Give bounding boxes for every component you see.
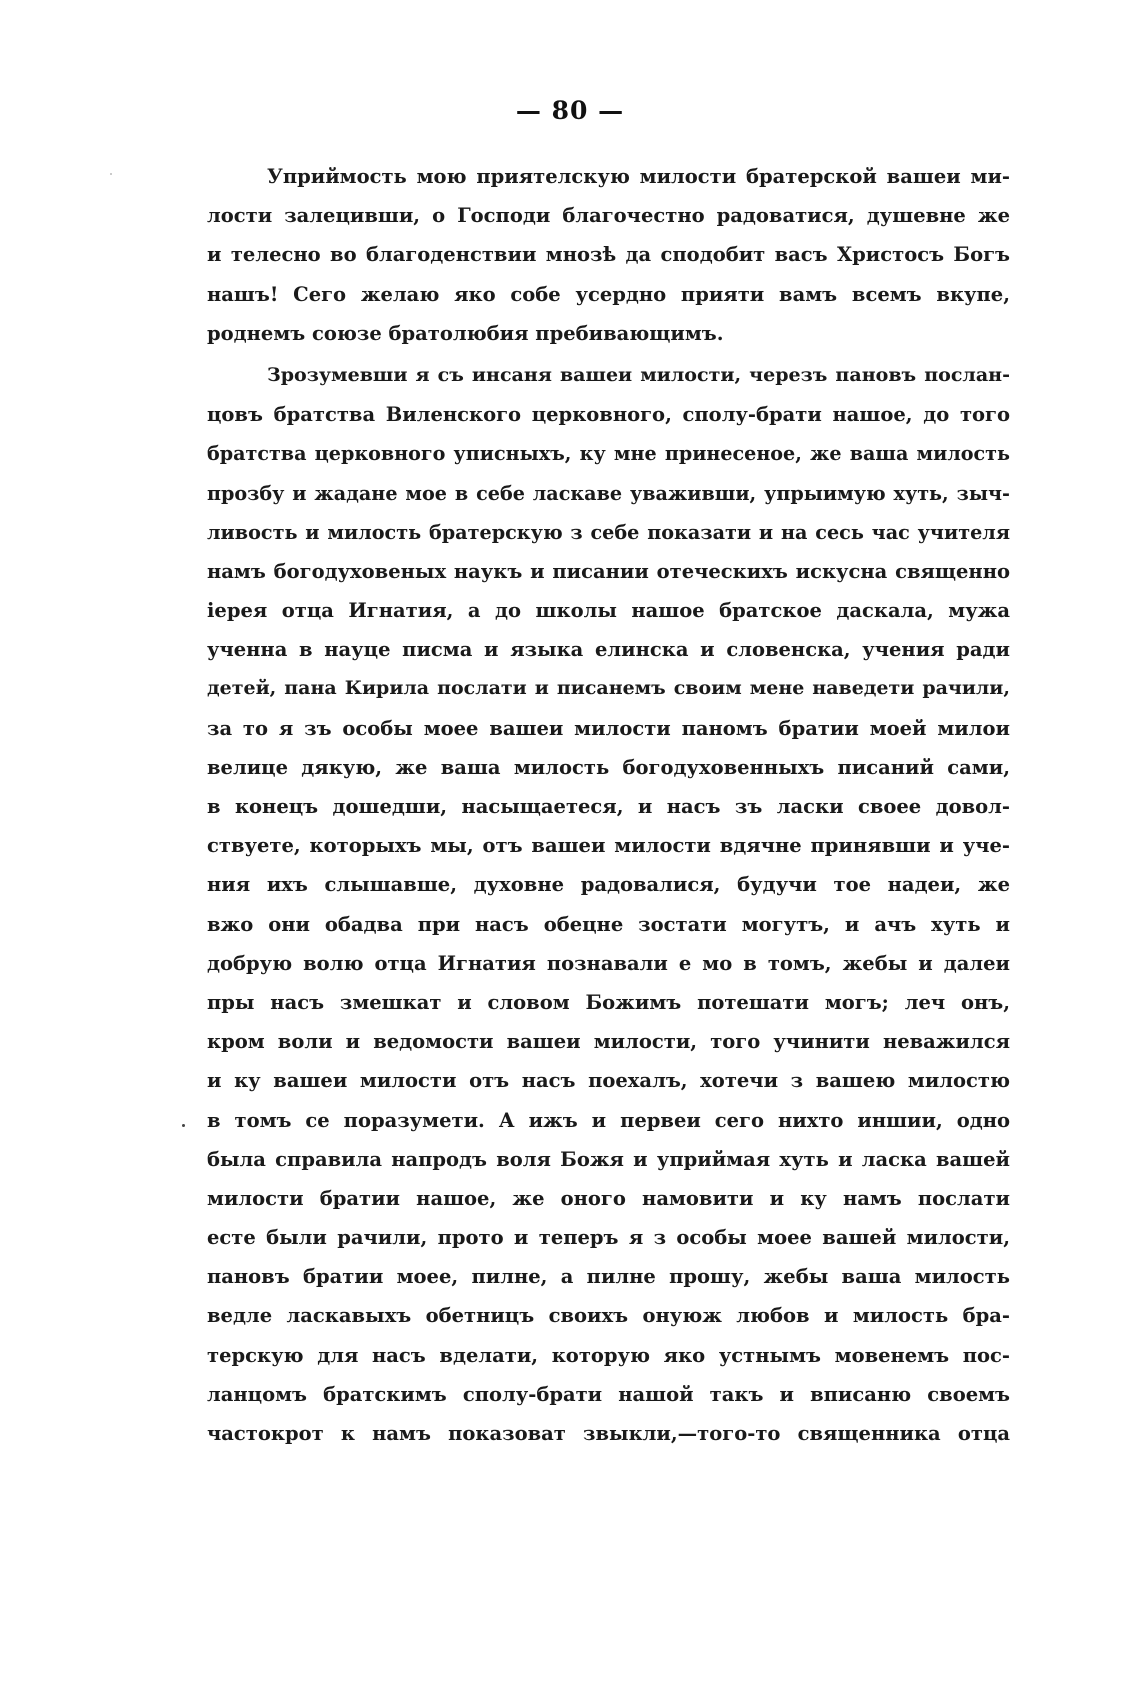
text-line: братства церковного уписныхъ, ку мне принесеное, же ваша милость xyxy=(207,442,1010,466)
text-line: прозбу и жадане мое в себе ласкаве уваживши, упрыимую хуть, зыч- xyxy=(207,481,1010,505)
text-line: ланцомъ братскимъ сполу-брати нашой такъ и вписаню своемъ xyxy=(207,1382,1010,1406)
text-line: Зрозумевши я съ инсаня вашеи милости, черезъ пановъ послан- xyxy=(267,363,1010,386)
text-line: нашъ! Сего желаю яко собе усердно прияти вамъ всемъ вкупе, xyxy=(207,282,1010,306)
text-line: есте были рачили, прото и теперъ я з особы моее вашей милости, xyxy=(207,1226,1010,1250)
text-line: частокрот к намъ показоват звыкли,—того-то священника отца xyxy=(207,1422,1010,1445)
text-line: роднемъ союзе братолюбия пребивающимъ. xyxy=(207,321,724,345)
text-line: пановъ братии моее, пилне, а пилне прошу, жебы ваша милость xyxy=(207,1265,1010,1289)
text-line: за то я зъ особы моее вашеи милости паномъ братии моей милои xyxy=(207,716,1010,740)
text-line: намъ богодуховеных наукъ и писании отеческихъ искусна священно xyxy=(207,559,1010,583)
page-number: — 80 — xyxy=(515,96,625,125)
text-line: цовъ братства Виленского церковного, сполу-брати нашое, до того xyxy=(207,403,1010,427)
text-line: в конецъ дошедши, насыщаетеся, и насъ зъ ласки своее довол- xyxy=(207,795,1010,818)
text-line: ния ихъ слышавше, духовне радовалися, будучи тое надеи, же xyxy=(207,873,1010,897)
text-line: добрую волю отца Игнатия познавали е мо в томъ, жебы и далеи xyxy=(207,951,1010,975)
text-line: в томъ се поразумети. А ижъ и первеи сего нихто иншии, одно xyxy=(207,1108,1010,1132)
text-line: кром воли и ведомости вашеи милости, того учинити неважился xyxy=(207,1030,1010,1054)
text-line: вжо они обадва при насъ обецне зостати могутъ, и ачъ хуть и xyxy=(207,912,1010,936)
text-line: детей, пана Кирила послати и писанемъ своим мене наведети рачили, xyxy=(207,677,1010,700)
text-line: ливость и милость братерскую з себе показати и на сесь час учителя xyxy=(207,520,1010,544)
scan-speck xyxy=(110,173,112,175)
text-line: терскую для насъ вделати, которую яко устнымъ мовенемъ пос- xyxy=(207,1343,1010,1367)
text-line: ведле ласкавыхъ обетницъ своихъ онуюж любов и милость бра- xyxy=(207,1304,1010,1328)
text-line: велице дякую, же ваша милость богодуховенныхъ писаний сами, xyxy=(207,755,1010,779)
body-text xyxy=(207,157,1010,1453)
text-line: ученна в науце писма и языка елинска и словенска, учения ради xyxy=(207,638,1010,662)
text-line: была справила напродъ воля Божя и уприймая хуть и ласка вашей xyxy=(207,1147,1010,1171)
paragraph-1 xyxy=(207,157,1010,353)
text-line: и ку вашеи милости отъ насъ поехалъ, хотечи з вашею милостю xyxy=(207,1069,1010,1093)
scan-speck xyxy=(182,1124,185,1127)
text-line: Уприймость мою приятелскую милости братерской вашеи ми- xyxy=(267,165,1010,188)
text-line: ствуете, которыхъ мы, отъ вашеи милости вдячне принявши и уче- xyxy=(207,834,1010,858)
text-line: милости братии нашое, же оного намовити и ку намъ послати xyxy=(207,1186,1010,1210)
text-line: и телесно во благоденствии мнозѣ да сподобит васъ Христосъ Богъ xyxy=(207,243,1010,267)
paragraph-2 xyxy=(207,356,1010,1453)
text-line: лости залецивши, о Господи благочестно радоватися, душевне же xyxy=(207,204,1010,228)
text-line: пры насъ змешкат и словом Божимъ потешати могъ; леч онъ, xyxy=(207,990,1010,1014)
text-line: іерея отца Игнатия, а до школы нашое братское даскала, мужа xyxy=(207,599,1010,623)
